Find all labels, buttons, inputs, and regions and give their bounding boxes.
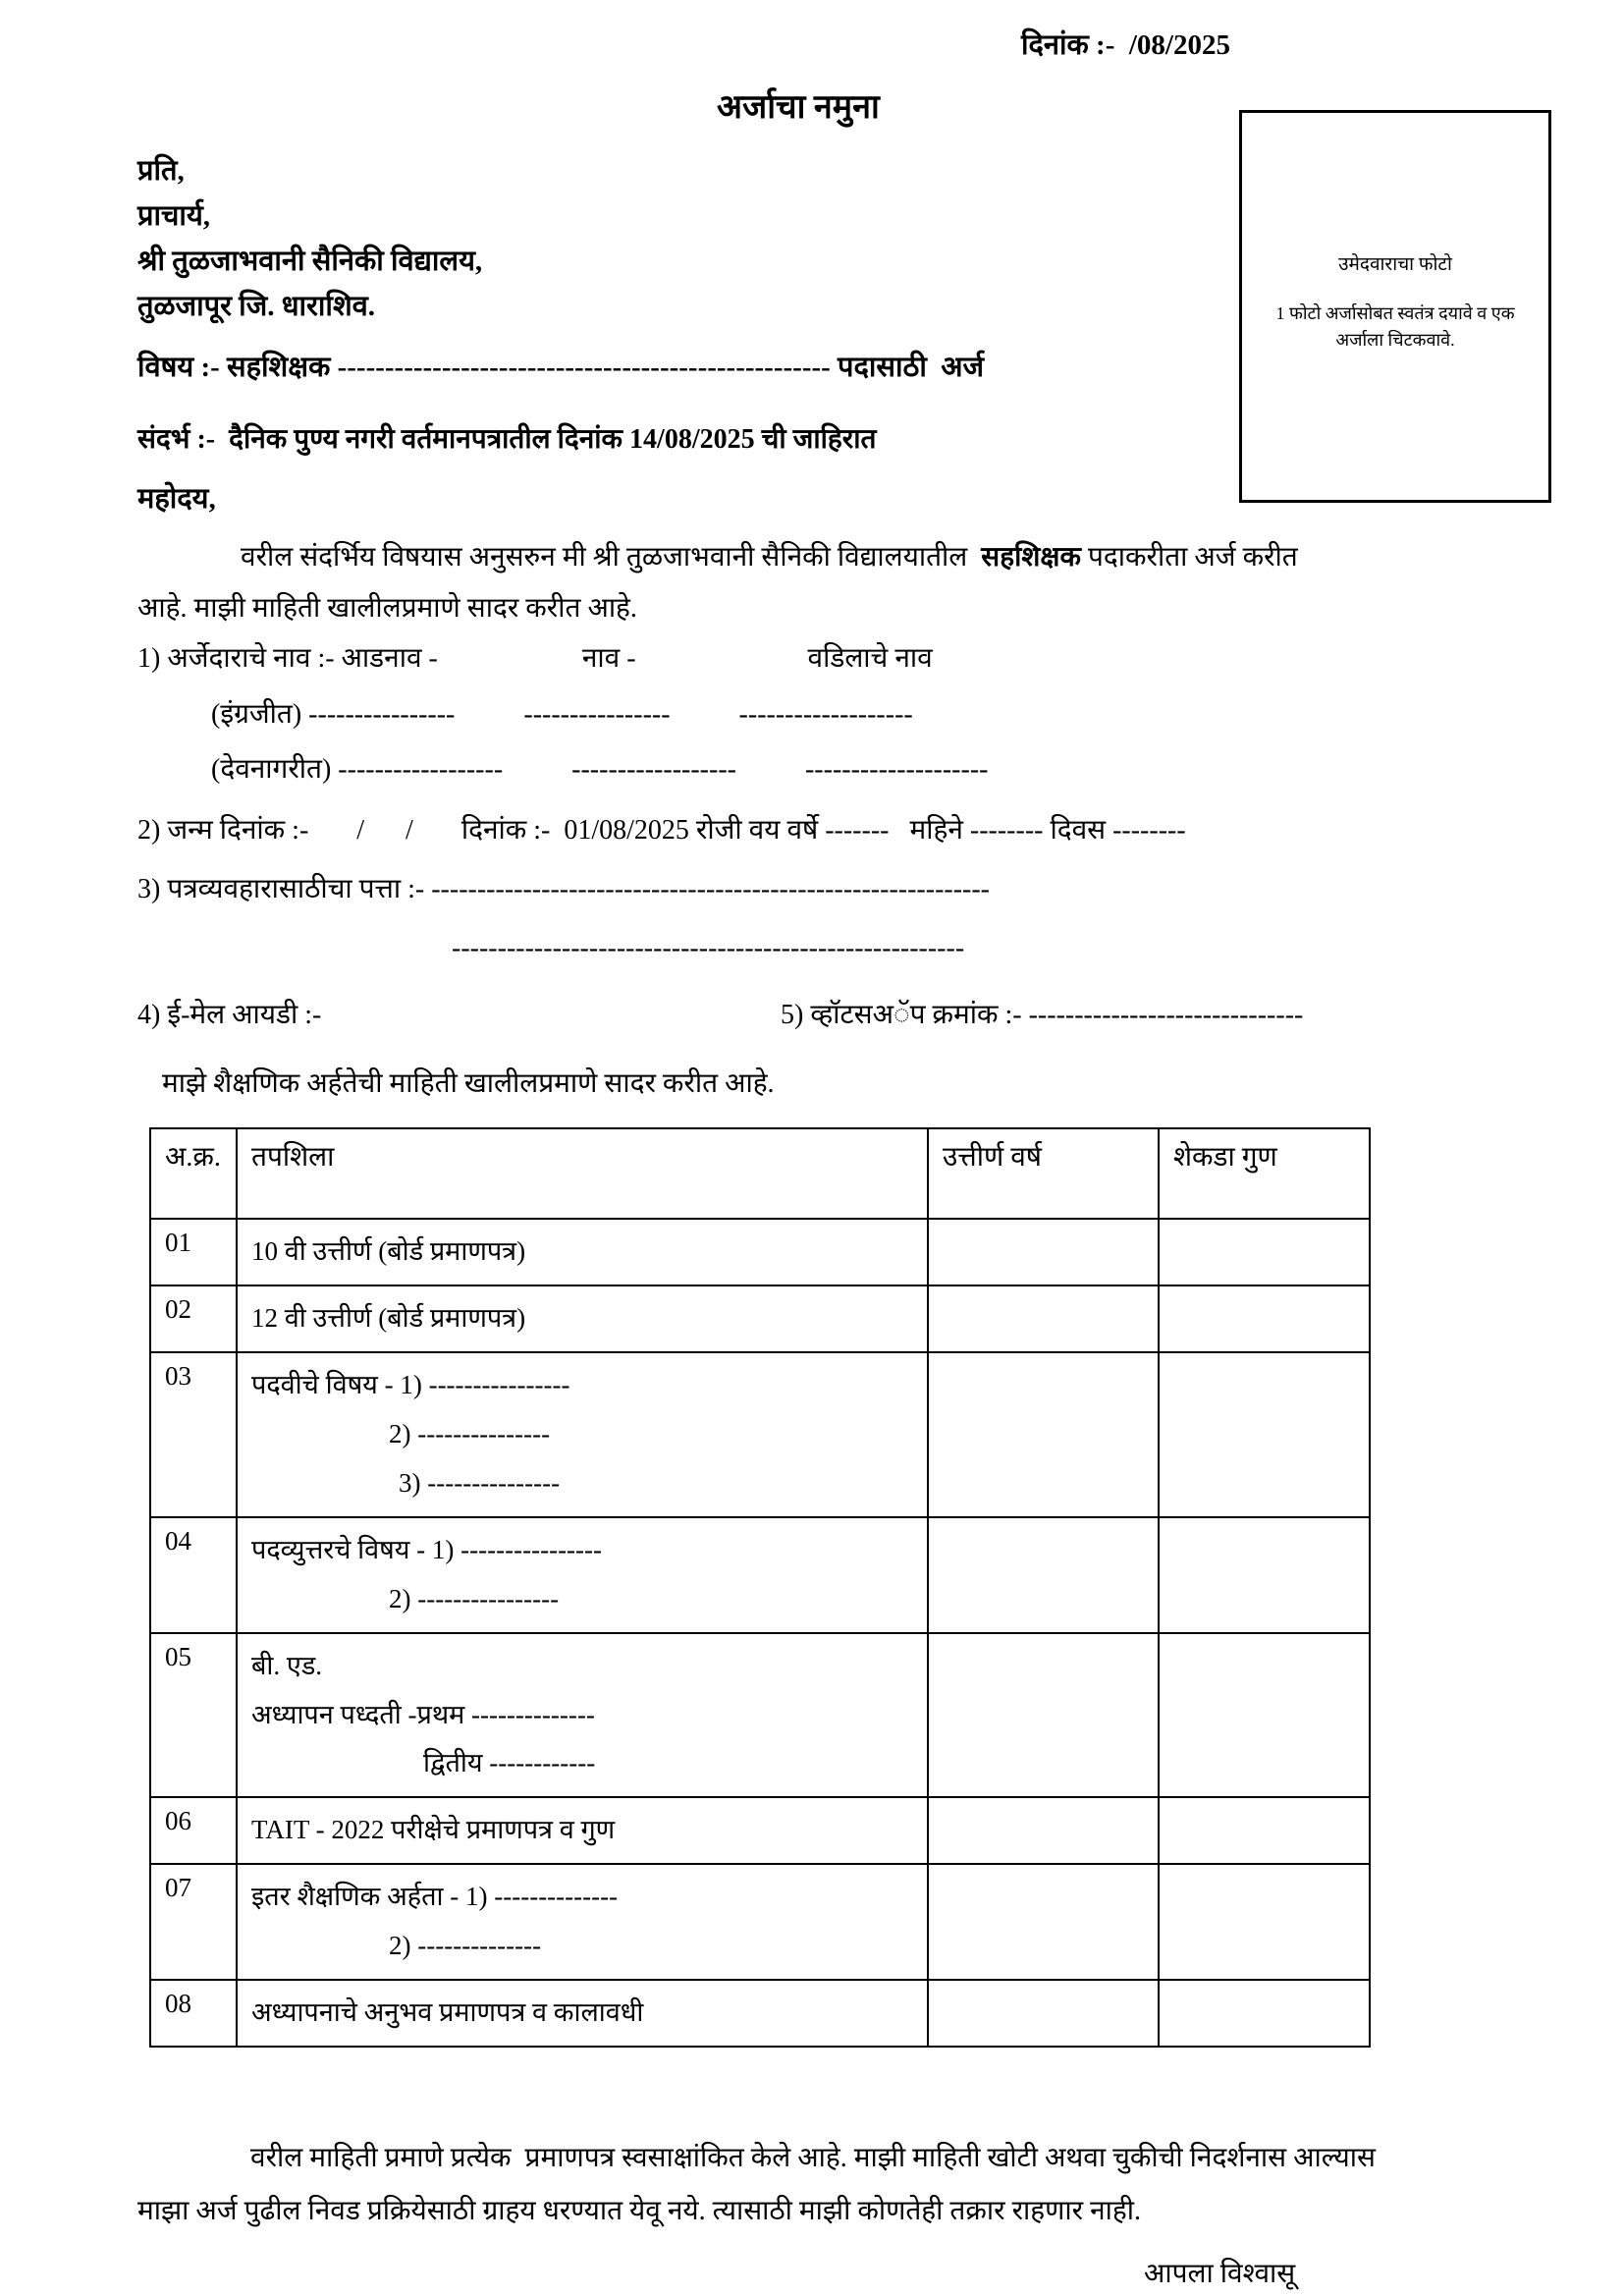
cell-detail — [237, 1980, 928, 2047]
cell-sr-no: 03 — [150, 1352, 237, 1517]
body-text-pre: वरील संदर्भिय विषयास अनुसरुन मी श्री तुळजाभवानी सैनिकी विद्यालयातील — [241, 542, 982, 573]
table-row — [150, 1864, 1370, 1980]
cell-detail-line: अध्यापन पध्दती -प्रथम -------------- — [251, 1699, 595, 1729]
table-row — [150, 1285, 1370, 1352]
cell-pass-year[interactable] — [928, 1980, 1159, 2047]
candidate-photo-box — [1239, 110, 1551, 503]
cell-percentage[interactable] — [1159, 1633, 1370, 1798]
cell-detail-line: इतर शैक्षणिक अर्हता - 1) -------------- — [251, 1882, 619, 1912]
cell-detail — [237, 1352, 928, 1517]
subject-label: विषय :- — [137, 352, 228, 383]
cell-sr-no: 08 — [150, 1980, 237, 2047]
cell-detail — [237, 1285, 928, 1352]
table-body — [150, 1219, 1370, 2047]
cell-percentage[interactable] — [1159, 1352, 1370, 1517]
cell-pass-year[interactable] — [928, 1285, 1159, 1352]
column-header-detail: तपशिला — [237, 1128, 928, 1219]
declaration-line-1: वरील माहिती प्रमाणे प्रत्येक प्रमाणपत्र स्वसाक्षांकित केले आहे. माझी माहिती खोटी अथवा चुकीची निदर्शनास आल्यास — [250, 2143, 1376, 2173]
cell-detail — [237, 1633, 928, 1798]
cell-sr-no: 04 — [150, 1517, 237, 1633]
cell-pass-year[interactable] — [928, 1797, 1159, 1864]
field-correspondence-address-line2: -------------------------------------------------------- — [452, 933, 965, 963]
sign-off: आपला विश्वासू — [1144, 2259, 1296, 2289]
declaration-line-2: माझा अर्ज पुढील निवड प्रक्रियेसाठी ग्राहय धरण्यात येवू नये. त्यासाठी माझी कोणतेही तक्रार राहणार नाही. — [137, 2196, 1142, 2226]
table-row — [150, 1517, 1370, 1633]
cell-percentage[interactable] — [1159, 1864, 1370, 1980]
cell-detail-line: 2) -------------- — [389, 1931, 542, 1961]
cell-sr-no: 02 — [150, 1285, 237, 1352]
addressee-line-2: प्राचार्य, — [137, 200, 211, 232]
cell-detail-line: पदव्युत्तरचे विषय - 1) ---------------- — [251, 1534, 603, 1564]
cell-sr-no: 06 — [150, 1797, 237, 1864]
date-line: दिनांक :- /08/2025 — [1021, 29, 1230, 61]
salutation: महोदय, — [137, 483, 216, 515]
cell-detail-line: 10 वी उत्तीर्ण (बोर्ड प्रमाणपत्र) — [251, 1236, 526, 1266]
table-row — [150, 1980, 1370, 2047]
cell-detail-line: 2) ---------------- — [389, 1583, 560, 1613]
table-row — [150, 1633, 1370, 1798]
body-paragraph-line-1 — [241, 542, 1298, 574]
cell-detail — [237, 1864, 928, 1980]
body-paragraph-line-2: आहे. माझी माहिती खालीलप्रमाणे सादर करीत आहे. — [137, 593, 637, 624]
photo-box-content — [1242, 250, 1548, 354]
field-email-id: 4) ई-मेल आयडी :- — [137, 1000, 322, 1030]
cell-detail-line: TAIT - 2022 परीक्षेचे प्रमाणपत्र व गुण — [251, 1815, 616, 1845]
column-header-percent: शेकडा गुण — [1159, 1128, 1370, 1219]
cell-pass-year[interactable] — [928, 1633, 1159, 1798]
cell-sr-no: 05 — [150, 1633, 237, 1798]
field-name-devanagari: (देवनागरीत) ------------------ ------------------ -------------------- — [211, 754, 989, 785]
cell-detail — [237, 1797, 928, 1864]
subject-line — [137, 352, 984, 384]
subject-dashes: ---------------------------------------------------- — [330, 352, 839, 383]
cell-pass-year[interactable] — [928, 1352, 1159, 1517]
cell-detail-line: बी. एड. — [251, 1650, 323, 1680]
field-date-of-birth: 2) जन्म दिनांक :- / / दिनांक :- 01/08/2025 रोजी वय वर्षे ------- महिने -------- दिवस -------- — [137, 815, 1186, 846]
cell-detail-line: 3) --------------- — [399, 1467, 561, 1498]
body-text-post-name: सहशिक्षक — [981, 542, 1081, 573]
addressee-line-3: श्री तुळजाभवानी सैनिकी विद्यालय, — [137, 246, 483, 277]
cell-detail-line: पदवीचे विषय - 1) ---------------- — [251, 1369, 570, 1399]
table-header-row — [150, 1128, 1370, 1219]
field-name-english: (इंग्रजीत) ---------------- ---------------- ------------------- — [211, 699, 913, 730]
field-applicant-name: 1) अर्जेदाराचे नाव :- आडनाव - नाव - वडिलाचे नाव — [137, 643, 933, 674]
addressee-line-1: प्रति, — [137, 155, 185, 187]
table-row — [150, 1219, 1370, 1285]
body-text-post: पदाकरीता अर्ज करीत — [1080, 542, 1298, 573]
cell-percentage[interactable] — [1159, 1797, 1370, 1864]
cell-sr-no: 07 — [150, 1864, 237, 1980]
cell-percentage[interactable] — [1159, 1517, 1370, 1633]
cell-pass-year[interactable] — [928, 1219, 1159, 1285]
cell-sr-no: 01 — [150, 1219, 237, 1285]
photo-box-label: उमेदवाराचा फोटो — [1338, 254, 1452, 275]
cell-detail-line: द्वितीय ------------ — [423, 1748, 596, 1778]
cell-detail-line: 2) --------------- — [389, 1418, 551, 1449]
reference-line: संदर्भ :- दैनिक पुण्य नगरी वर्तमानपत्रातील दिनांक 14/08/2025 ची जाहिरात — [137, 424, 877, 455]
cell-detail-line: अध्यापनाचे अनुभव प्रमाणपत्र व कालावधी — [251, 1997, 644, 2028]
cell-percentage[interactable] — [1159, 1219, 1370, 1285]
cell-detail-line: 12 वी उत्तीर्ण (बोर्ड प्रमाणपत्र) — [251, 1302, 526, 1333]
field-correspondence-address: 3) पत्रव्यवहारासाठीचा पत्ता :- ------------------------------------------------------------- — [137, 874, 991, 904]
subject-post: सहशिक्षक — [227, 352, 331, 383]
subject-suffix: पदासाठी अर्ज — [838, 352, 985, 383]
addressee-line-4: तुळजापूर जि. धाराशिव. — [137, 291, 376, 322]
table-row — [150, 1352, 1370, 1517]
table-intro-text: माझे शैक्षणिक अर्हतेची माहिती खालीलप्रमाणे सादर करीत आहे. — [162, 1068, 775, 1099]
column-header-year: उत्तीर्ण वर्ष — [928, 1128, 1159, 1219]
cell-pass-year[interactable] — [928, 1517, 1159, 1633]
cell-detail — [237, 1517, 928, 1633]
cell-percentage[interactable] — [1159, 1980, 1370, 2047]
cell-percentage[interactable] — [1159, 1285, 1370, 1352]
cell-detail — [237, 1219, 928, 1285]
column-header-sr: अ.क्र. — [150, 1128, 237, 1219]
table-row — [150, 1797, 1370, 1864]
qualifications-table — [149, 1127, 1371, 2048]
page-title: अर्जाचा नमुना — [717, 89, 880, 126]
photo-box-note: 1 फोटो अर्जासोबत स्वतंत्र दयावे व एक अर्जाला चिटकवावे. — [1275, 303, 1515, 351]
field-whatsapp-number: 5) व्हॉटसअॅप क्रमांक :- ------------------------------ — [781, 1000, 1304, 1030]
cell-pass-year[interactable] — [928, 1864, 1159, 1980]
